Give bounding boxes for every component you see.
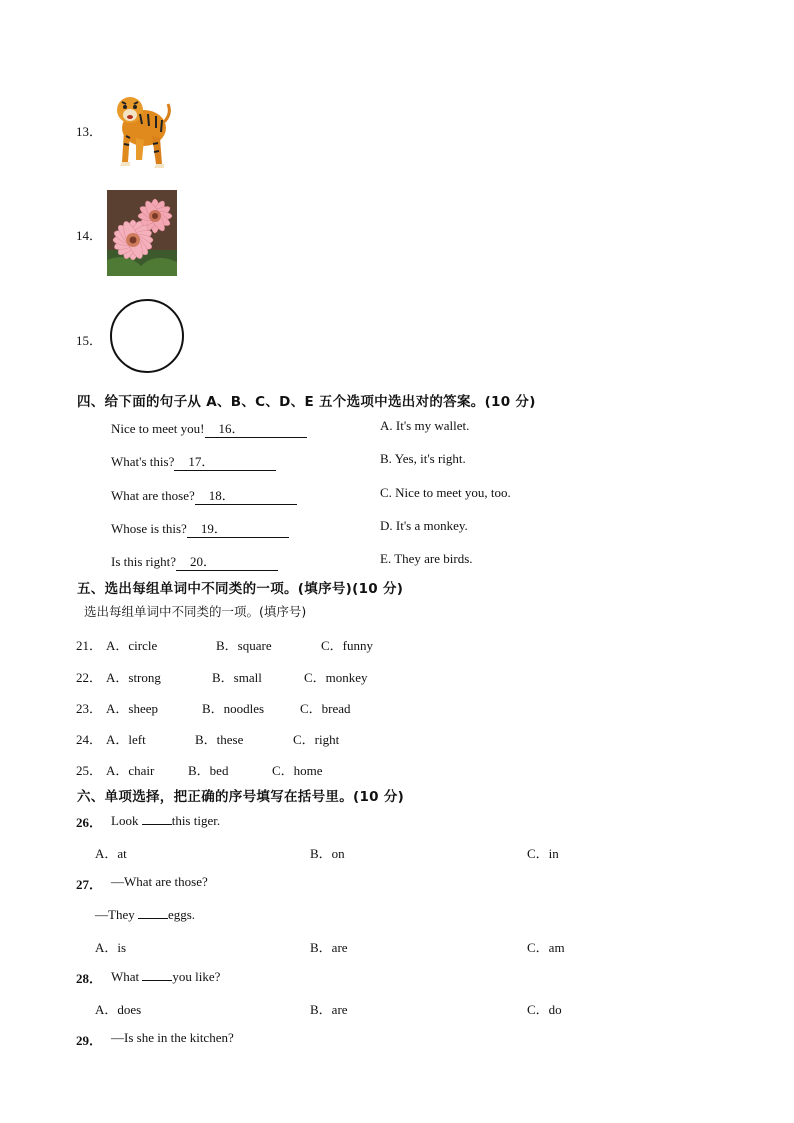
s4-option-d: D. It's a monkey. [380, 518, 468, 533]
q29-number: 29． [76, 1033, 103, 1048]
q28-option-c[interactable]: C．do [527, 1002, 562, 1017]
q27-number: 27． [76, 877, 103, 892]
q28-option-b[interactable]: B．are [310, 1002, 348, 1017]
q21-option-a[interactable]: A．circle [106, 638, 158, 653]
answer-blank[interactable]: 19． [187, 518, 289, 538]
q27-option-a[interactable]: A．is [95, 940, 127, 955]
q13-number: 13． [76, 124, 103, 139]
q29-line1: —Is she in the kitchen? [111, 1030, 234, 1045]
s4-question-17: What's this? 17． [111, 451, 276, 471]
section-5-subheading: 选出每组单词中不同类的一项。(填序号) [84, 604, 307, 619]
q28-option-a[interactable]: A．does [95, 1002, 142, 1017]
q24-number: 24． [76, 732, 103, 747]
q23-number: 23． [76, 701, 103, 716]
q14-number: 14． [76, 228, 103, 243]
s4-option-a: A. It's my wallet. [380, 418, 470, 433]
q23-option-c[interactable]: C．bread [300, 701, 351, 716]
section-6-heading: 六、单项选择，把正确的序号填写在括号里。(10 分) [77, 789, 405, 805]
q27-option-c[interactable]: C．am [527, 940, 565, 955]
s4-question-18: What are those? 18． [111, 485, 297, 505]
q26-stem: Look this tiger. [111, 813, 221, 828]
q25-option-a[interactable]: A．chair [106, 763, 155, 778]
q22-number: 22． [76, 670, 103, 685]
q26-option-c[interactable]: C．in [527, 846, 559, 861]
q26-option-b[interactable]: B．on [310, 846, 345, 861]
circle-icon [109, 298, 185, 374]
q24-option-a[interactable]: A．left [106, 732, 146, 747]
q27-line1: —What are those? [111, 874, 208, 889]
flower-icon [107, 190, 177, 276]
q26-option-a[interactable]: A．at [95, 846, 127, 861]
answer-blank[interactable] [142, 968, 172, 981]
q21-number: 21． [76, 638, 103, 653]
s4-option-b: B. Yes, it's right. [380, 451, 466, 466]
answer-blank[interactable]: 18． [195, 485, 297, 505]
q22-option-b[interactable]: B．small [212, 670, 262, 685]
q24-option-c[interactable]: C．right [293, 732, 340, 747]
answer-blank[interactable]: 20． [176, 551, 278, 571]
q23-option-b[interactable]: B．noodles [202, 701, 265, 716]
q28-number: 28． [76, 971, 103, 986]
q27-option-b[interactable]: B．are [310, 940, 348, 955]
answer-blank[interactable]: 17． [174, 451, 276, 471]
q24-option-b[interactable]: B．these [195, 732, 244, 747]
s4-question-20: Is this right? 20． [111, 551, 278, 571]
q22-option-a[interactable]: A．strong [106, 670, 161, 685]
answer-blank[interactable] [138, 906, 168, 919]
q28-stem: What you like? [111, 969, 221, 984]
section-4-heading: 四、给下面的句子从 A、B、C、D、E 五个选项中选出对的答案。(10 分) [77, 394, 536, 410]
tiger-icon [106, 88, 174, 170]
q26-number: 26． [76, 815, 103, 830]
q21-option-c[interactable]: C．funny [321, 638, 374, 653]
q25-option-c[interactable]: C．home [272, 763, 323, 778]
q21-option-b[interactable]: B．square [216, 638, 272, 653]
s4-option-e: E. They are birds. [380, 551, 473, 566]
q27-stem: —They eggs. [95, 907, 196, 922]
s4-question-16: Nice to meet you! 16． [111, 418, 307, 438]
q25-number: 25． [76, 763, 103, 778]
s4-option-c: C. Nice to meet you, too. [380, 485, 511, 500]
q23-option-a[interactable]: A．sheep [106, 701, 158, 716]
q25-option-b[interactable]: B．bed [188, 763, 229, 778]
q22-option-c[interactable]: C．monkey [304, 670, 368, 685]
s4-question-19: Whose is this? 19． [111, 518, 289, 538]
q15-number: 15． [76, 333, 103, 348]
section-5-heading: 五、选出每组单词中不同类的一项。(填序号)(10 分) [77, 581, 404, 597]
answer-blank[interactable]: 16． [205, 418, 307, 438]
answer-blank[interactable] [142, 812, 172, 825]
